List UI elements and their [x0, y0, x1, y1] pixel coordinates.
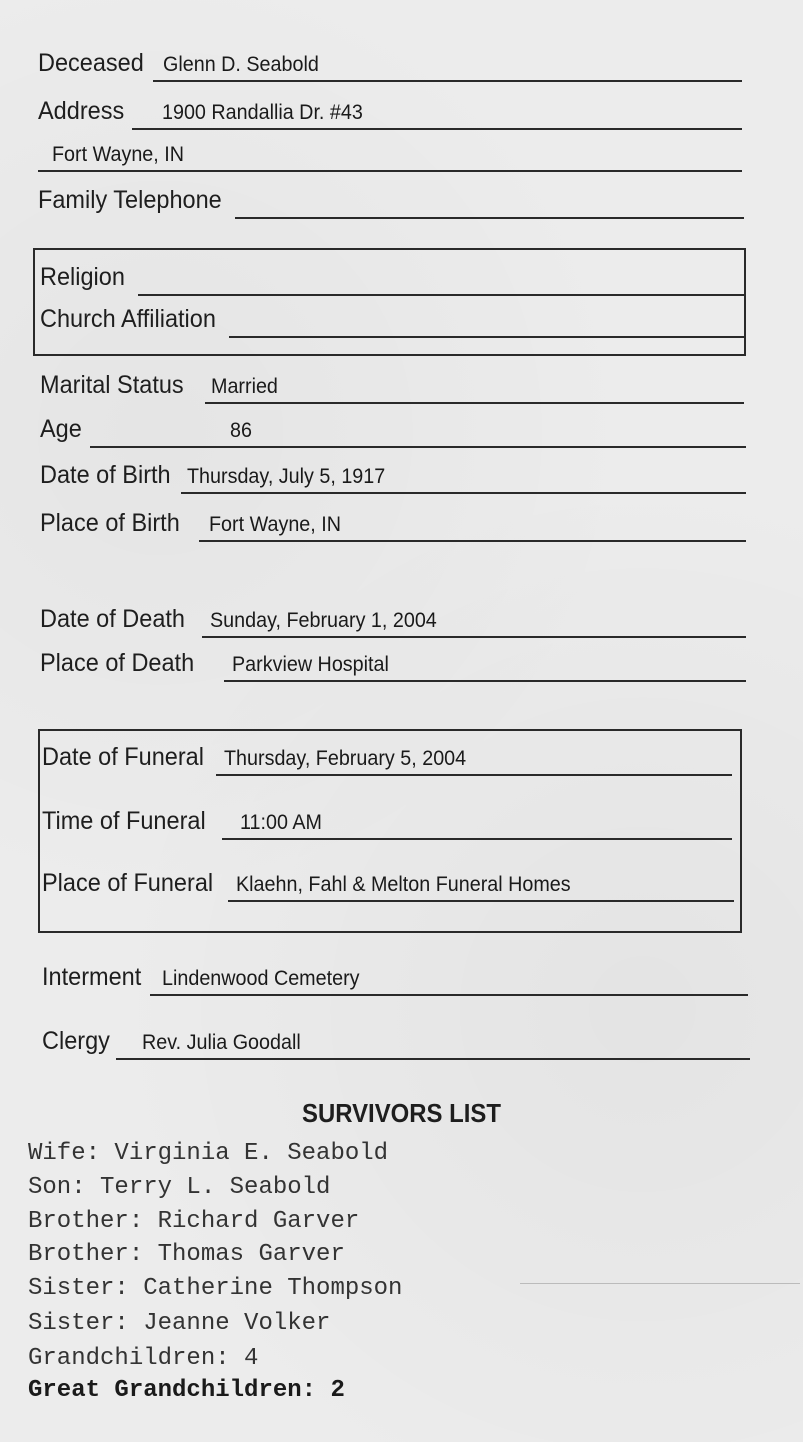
place-of-birth-line [199, 510, 746, 542]
age-row [40, 414, 746, 448]
place-of-funeral-value: Klaehn, Fahl & Melton Funeral Homes [236, 873, 571, 896]
place-of-death-row [40, 648, 746, 682]
place-of-death-value: Parkview Hospital [232, 653, 389, 676]
interment-value: Lindenwood Cemetery [161, 967, 360, 990]
deceased-label: Deceased [38, 49, 144, 77]
address-line [132, 98, 742, 130]
interment-row [42, 962, 748, 996]
church-affiliation-row [40, 304, 744, 338]
place-of-death-line [224, 650, 746, 682]
scan-artifact-line [520, 1283, 800, 1284]
marital-status-label: Marital Status [40, 371, 184, 399]
religion-line [138, 264, 744, 296]
clergy-label: Clergy [42, 1027, 110, 1055]
date-of-death-line [202, 606, 746, 638]
interment-label: Interment [42, 963, 142, 991]
place-of-funeral-row [42, 868, 734, 902]
place-of-death-label: Place of Death [40, 649, 195, 677]
age-label: Age [40, 415, 82, 443]
survivor-item-sister-2: Sister: Jeanne Volker [28, 1310, 331, 1337]
date-of-birth-label: Date of Birth [40, 461, 171, 489]
marital-status-line [205, 372, 744, 404]
address-row [38, 96, 742, 130]
address-line2-row [38, 138, 742, 172]
marital-status-row [40, 370, 744, 404]
family-telephone-label: Family Telephone [38, 186, 222, 214]
date-of-birth-value: Thursday, July 5, 1917 [186, 465, 386, 488]
date-of-funeral-row [42, 742, 732, 776]
deceased-value: Glenn D. Seabold [162, 53, 319, 76]
time-of-funeral-value: 11:00 AM [240, 811, 323, 834]
date-of-death-label: Date of Death [40, 605, 186, 633]
address-line2-value: Fort Wayne, IN [52, 143, 184, 166]
marital-status-value: Married [210, 375, 278, 398]
clergy-line [116, 1028, 750, 1060]
place-of-birth-row [40, 508, 746, 542]
address-label: Address [38, 97, 125, 125]
interment-line [150, 964, 748, 996]
survivor-item-wife: Wife: Virginia E. Seabold [28, 1140, 389, 1167]
time-of-funeral-label: Time of Funeral [42, 807, 206, 835]
age-line [90, 416, 746, 448]
church-affiliation-line [229, 306, 744, 338]
church-affiliation-label: Church Affiliation [40, 305, 216, 333]
survivor-item-great-grandchildren: Great Grandchildren: 2 [28, 1377, 345, 1404]
date-of-birth-line [181, 462, 746, 494]
survivors-title: SURVIVORS LIST [302, 1098, 501, 1128]
religion-row [40, 262, 744, 296]
place-of-birth-label: Place of Birth [40, 509, 180, 537]
survivor-item-son: Son: Terry L. Seabold [28, 1174, 331, 1201]
religion-label: Religion [40, 263, 125, 291]
time-of-funeral-row [42, 806, 732, 840]
family-telephone-line [235, 187, 744, 219]
place-of-birth-value: Fort Wayne, IN [208, 513, 341, 536]
survivor-item-grandchildren: Grandchildren: 4 [28, 1345, 259, 1372]
date-of-death-value: Sunday, February 1, 2004 [210, 609, 438, 632]
date-of-funeral-value: Thursday, February 5, 2004 [224, 747, 467, 770]
date-of-birth-row [40, 460, 746, 494]
date-of-funeral-line [216, 744, 732, 776]
family-telephone-row [38, 185, 744, 219]
survivor-item-sister-1: Sister: Catherine Thompson [28, 1275, 403, 1302]
place-of-funeral-line [228, 870, 734, 902]
time-of-funeral-line [222, 808, 732, 840]
date-of-death-row [40, 604, 746, 638]
age-value: 86 [230, 419, 253, 442]
address-value: 1900 Randallia Dr. #43 [161, 101, 363, 124]
deceased-line [153, 50, 742, 82]
survivor-item-brother-2: Brother: Thomas Garver [28, 1241, 345, 1268]
address-line2-line [38, 140, 742, 172]
deceased-row [38, 48, 742, 82]
date-of-funeral-label: Date of Funeral [42, 743, 204, 771]
place-of-funeral-label: Place of Funeral [42, 869, 214, 897]
clergy-row [42, 1026, 750, 1060]
clergy-value: Rev. Julia Goodall [142, 1031, 301, 1054]
survivor-item-brother-1: Brother: Richard Garver [28, 1208, 360, 1235]
